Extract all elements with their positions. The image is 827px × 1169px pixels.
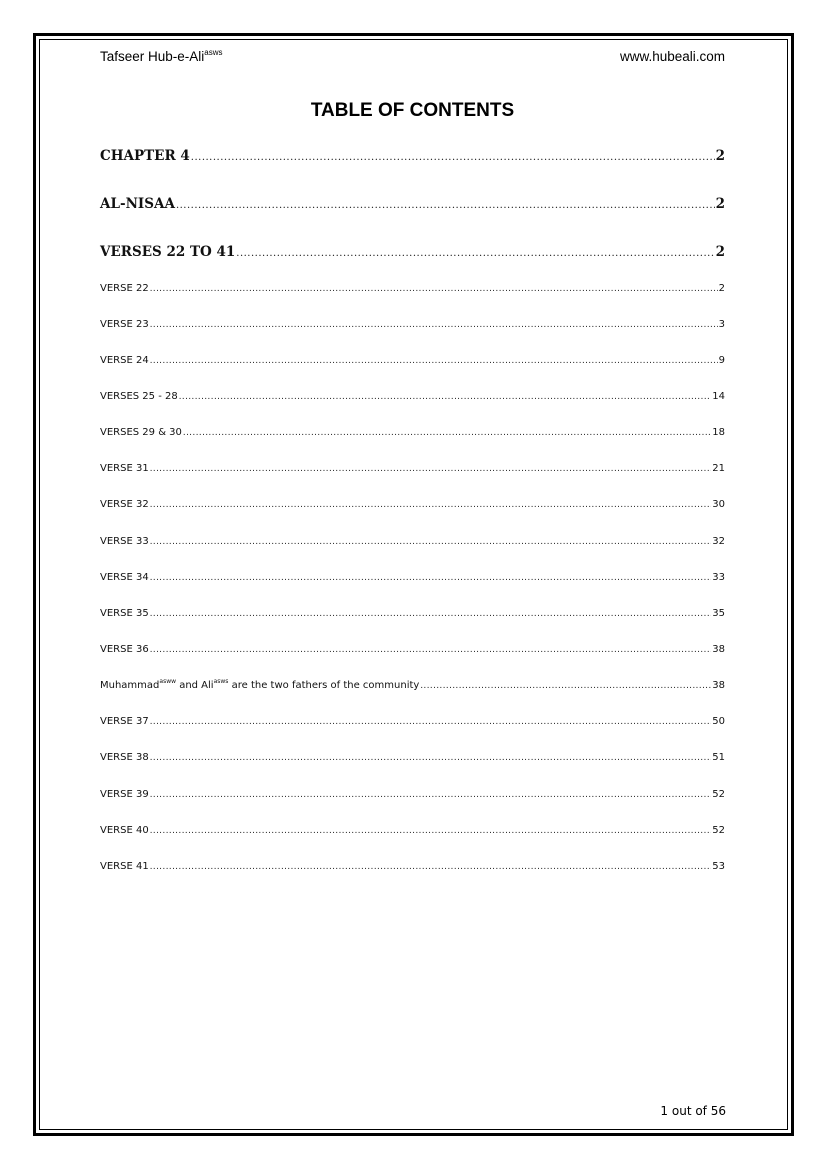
label-part-ali: and Ali — [176, 680, 214, 691]
toc-entry-two-fathers[interactable] — [100, 680, 725, 691]
toc-leader-dots — [191, 152, 715, 163]
toc-entry-verse-35[interactable] — [100, 608, 725, 619]
toc-entry-label: VERSE 32 — [100, 499, 149, 510]
toc-leader-dots — [150, 320, 718, 330]
toc-entry-label: VERSE 34 — [100, 572, 149, 583]
header-title — [100, 49, 223, 64]
page-header — [100, 49, 725, 69]
toc-entry-verse-38[interactable] — [100, 752, 725, 763]
toc-entry-label: VERSES 22 TO 41 — [100, 244, 236, 260]
page-number-footer: 1 out of 56 — [660, 1104, 726, 1118]
toc-leader-dots — [150, 464, 712, 474]
toc-entry-chapter-4[interactable] — [100, 148, 725, 164]
toc-entry-verse-37[interactable] — [100, 716, 725, 727]
toc-entry-page: 18 — [712, 427, 725, 438]
toc-entry-page: 3 — [718, 319, 725, 330]
toc-entry-label: VERSE 24 — [100, 355, 149, 366]
toc-entry-verses-22-to-41[interactable] — [100, 244, 725, 260]
toc-leader-dots — [183, 428, 711, 438]
toc-entry-verses-25-28[interactable] — [100, 391, 725, 402]
toc-entry-page: 33 — [712, 572, 725, 583]
toc-entry-al-nisaa[interactable] — [100, 196, 725, 212]
toc-entry-verse-31[interactable] — [100, 463, 725, 474]
toc-entry-verse-39[interactable] — [100, 789, 725, 800]
toc-leader-dots — [176, 200, 715, 211]
label-superscript-asws: asws — [213, 678, 229, 685]
toc-entry-label: VERSE 40 — [100, 825, 149, 836]
toc-leader-dots — [150, 284, 718, 294]
label-superscript-asww: asww — [159, 678, 177, 685]
label-part-muhammad: Muhammad — [100, 680, 160, 691]
toc-leader-dots — [150, 500, 712, 510]
toc-entry-verse-36[interactable] — [100, 644, 725, 655]
toc-entry-page: 2 — [715, 196, 725, 212]
toc-entry-page: 35 — [712, 608, 725, 619]
toc-entry-label: VERSES 29 & 30 — [100, 427, 182, 438]
toc-leader-dots — [150, 862, 712, 872]
toc-entry-page: 2 — [715, 148, 725, 164]
toc-entry-verse-22[interactable] — [100, 283, 725, 294]
toc-leader-dots — [150, 717, 712, 727]
toc-leader-dots — [150, 537, 712, 547]
toc-entry-label: VERSE 22 — [100, 283, 149, 294]
toc-leader-dots — [420, 681, 711, 691]
toc-entry-page: 50 — [712, 716, 725, 727]
toc-entry-label: AL-NISAA — [100, 196, 175, 212]
toc-heading: TABLE OF CONTENTS — [310, 100, 515, 121]
toc-entry-page: 52 — [712, 825, 725, 836]
header-website: www.hubeali.com — [619, 49, 725, 64]
toc-entry-label: VERSES 25 - 28 — [100, 391, 178, 402]
toc-entry-page: 32 — [712, 536, 725, 547]
toc-leader-dots — [150, 573, 712, 583]
toc-entry-verse-34[interactable] — [100, 572, 725, 583]
toc-entry-verse-32[interactable] — [100, 499, 725, 510]
toc-entry-page: 51 — [712, 752, 725, 763]
toc-entry-page: 2 — [715, 244, 725, 260]
toc-leader-dots — [150, 790, 712, 800]
toc-entry-label: VERSE 37 — [100, 716, 149, 727]
toc-entry-label: VERSE 39 — [100, 789, 149, 800]
toc-entry-page: 14 — [712, 391, 725, 402]
toc-entry-verse-40[interactable] — [100, 825, 725, 836]
toc-entry-verse-33[interactable] — [100, 536, 725, 547]
toc-leader-dots — [150, 753, 712, 763]
header-title-superscript: asws — [204, 48, 223, 57]
toc-entry-verse-41[interactable] — [100, 861, 725, 872]
toc-entry-label: VERSE 38 — [100, 752, 149, 763]
toc-leader-dots — [150, 826, 712, 836]
toc-entry-label: VERSE 41 — [100, 861, 149, 872]
toc-entry-page: 9 — [718, 355, 725, 366]
toc-entry-label: VERSE 35 — [100, 608, 149, 619]
toc-leader-dots — [150, 609, 712, 619]
toc-entry-label: CHAPTER 4 — [100, 148, 190, 164]
header-title-text: Tafseer Hub-e-Ali — [100, 49, 205, 64]
toc-leader-dots — [179, 392, 712, 402]
toc-entry-label: VERSE 23 — [100, 319, 149, 330]
toc-entry-page: 21 — [712, 463, 725, 474]
toc-entry-verses-29-30[interactable] — [100, 427, 725, 438]
toc-leader-dots — [150, 645, 712, 655]
toc-entry-label: VERSE 36 — [100, 644, 149, 655]
toc-entry-page: 52 — [712, 789, 725, 800]
toc-entry-label — [100, 680, 419, 691]
toc-entry-label: VERSE 31 — [100, 463, 149, 474]
toc-leader-dots — [150, 356, 718, 366]
toc-entry-page: 38 — [712, 644, 725, 655]
toc-entry-page: 30 — [712, 499, 725, 510]
label-part-rest: are the two fathers of the community — [228, 680, 420, 691]
toc-leader-dots — [236, 248, 714, 259]
toc-entry-page: 2 — [718, 283, 725, 294]
toc-entry-label: VERSE 33 — [100, 536, 149, 547]
toc-entry-verse-24[interactable] — [100, 355, 725, 366]
toc-entry-page: 38 — [712, 680, 725, 691]
toc-entry-verse-23[interactable] — [100, 319, 725, 330]
toc-entry-page: 53 — [712, 861, 725, 872]
